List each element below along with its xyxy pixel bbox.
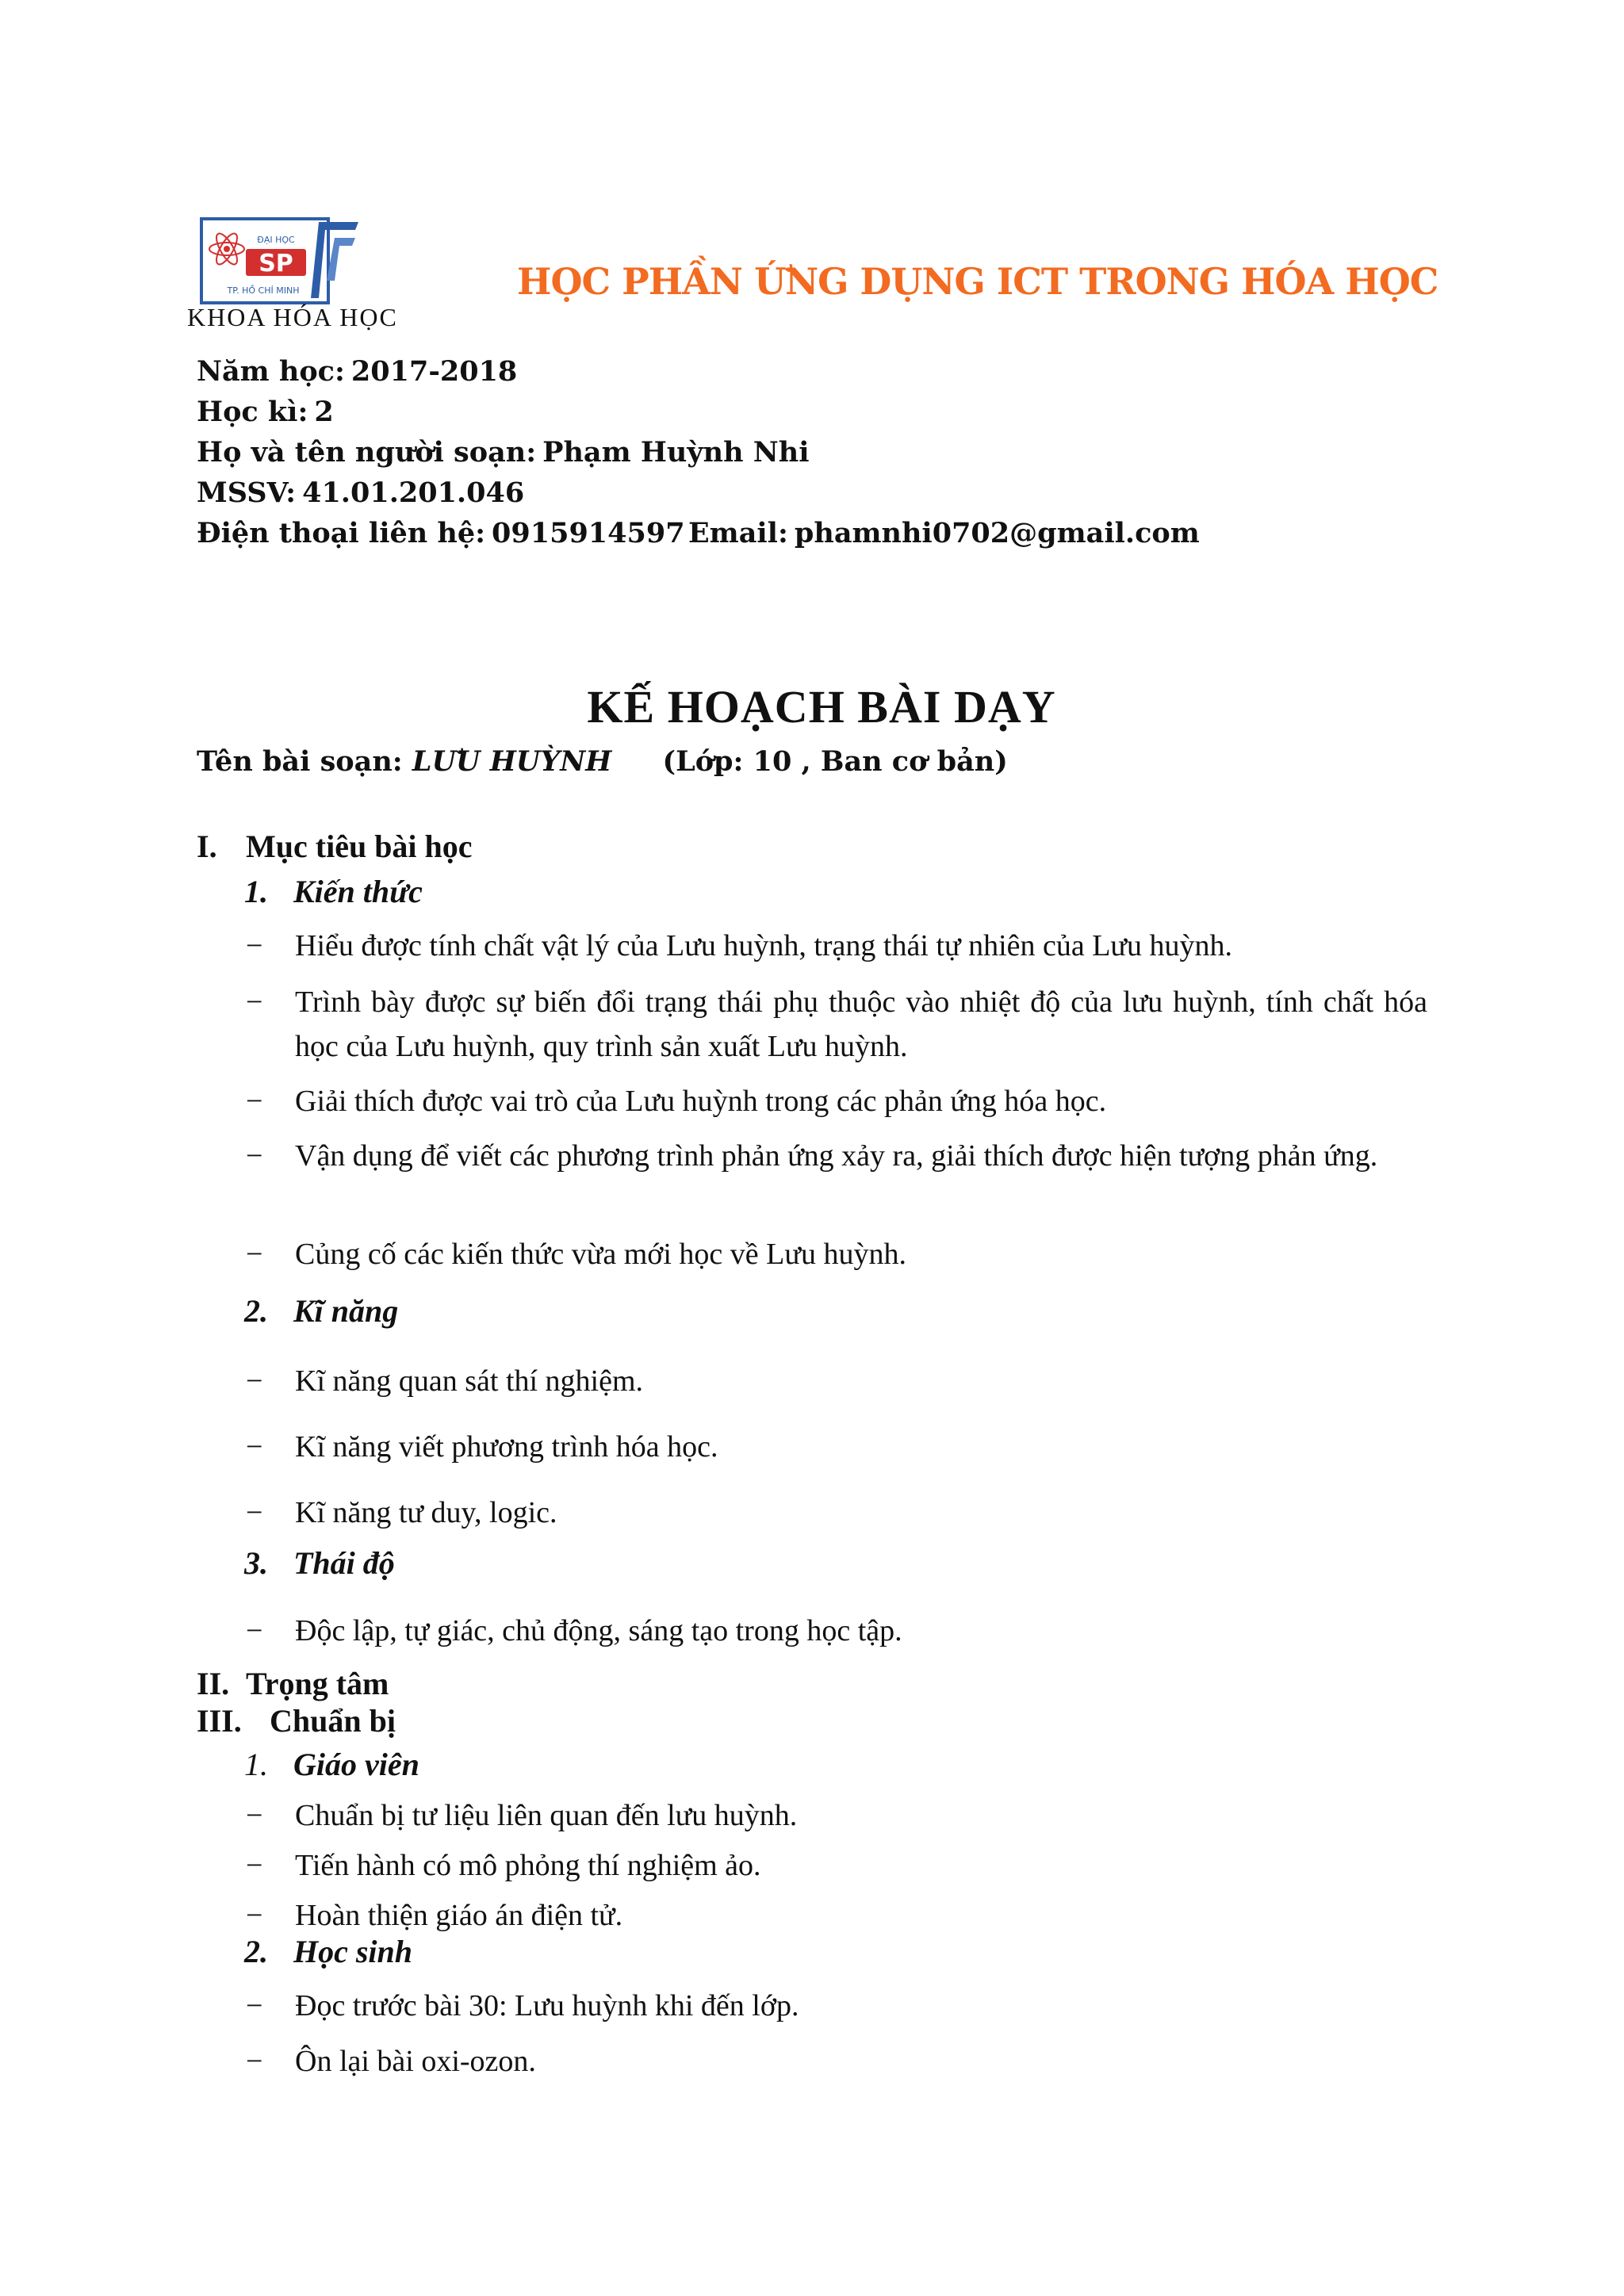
list-item-text: Kĩ năng tư duy, logic. bbox=[295, 1496, 557, 1529]
year-label: Năm học: bbox=[197, 355, 345, 388]
author-label: Họ và tên người soạn: bbox=[197, 436, 537, 469]
lesson-line bbox=[197, 745, 1008, 778]
subsection-number: 1. bbox=[244, 874, 268, 909]
logo-bottom-text: TP. HỒ CHÍ MINH bbox=[227, 285, 300, 296]
list-item-text: Vận dụng để viết các phương trình phản ứng xảy ra, giải thích được hiện tượng phản ứng. bbox=[295, 1139, 1378, 1173]
list-item bbox=[246, 1490, 1427, 1535]
list-item bbox=[246, 1425, 1427, 1469]
university-logo bbox=[200, 217, 360, 304]
info-author bbox=[197, 436, 809, 469]
bullet-dash: − bbox=[246, 1989, 263, 2022]
list-item-text: Chuẩn bị tư liệu liên quan đến lưu huỳnh. bbox=[295, 1799, 798, 1832]
bullet-dash: − bbox=[246, 1085, 263, 1118]
list-item bbox=[246, 1359, 1427, 1403]
bullet-dash: − bbox=[246, 985, 263, 1019]
bullet-dash: − bbox=[246, 1799, 263, 1832]
bullet-dash: − bbox=[246, 1430, 263, 1464]
subsection-heading-knowledge bbox=[244, 873, 423, 910]
list-item-text: Kĩ năng quan sát thí nghiệm. bbox=[295, 1364, 644, 1398]
email-value[interactable]: phamnhi0702@gmail.com bbox=[794, 517, 1200, 549]
list-item bbox=[246, 1793, 1427, 1838]
bullet-dash: − bbox=[246, 929, 263, 962]
section-heading-objectives bbox=[197, 828, 473, 865]
bullet-dash: − bbox=[246, 1849, 263, 1882]
semester-label: Học kì: bbox=[197, 396, 308, 428]
bullet-dash: − bbox=[246, 1238, 263, 1271]
list-item bbox=[246, 1609, 1427, 1653]
list-item-text: Giải thích được vai trò của Lưu huỳnh trong các phản ứng hóa học. bbox=[295, 1085, 1107, 1118]
document-title: KẾ HOẠCH BÀI DẠY bbox=[587, 681, 1056, 733]
student-id-label: MSSV: bbox=[197, 476, 297, 509]
bullet-dash: − bbox=[246, 1139, 263, 1173]
subsection-title: Học sinh bbox=[293, 1934, 413, 1969]
email-label: Email: bbox=[688, 517, 788, 549]
info-contact bbox=[197, 517, 685, 549]
section-number: I. bbox=[197, 828, 217, 864]
list-item-text: Ôn lại bài oxi-ozon. bbox=[295, 2045, 536, 2078]
list-item-text: Trình bày được sự biến đổi trạng thái phụ thuộc vào nhiệt độ của lưu huỳnh, tính chất hóa học của Lưu huỳnh, quy trình sản xuất Lưu huỳnh. bbox=[295, 985, 1427, 1063]
list-item-text: Kĩ năng viết phương trình hóa học. bbox=[295, 1430, 718, 1464]
faculty-name: KHOA HÓA HỌC bbox=[187, 303, 398, 331]
list-item-text: Độc lập, tự giác, chủ động, sáng tạo trong học tập. bbox=[295, 1614, 902, 1647]
info-email bbox=[688, 517, 1200, 549]
lesson-class-info: (Lớp: 10 , Ban cơ bản) bbox=[662, 745, 1008, 778]
phone-value: 0915914597 bbox=[492, 517, 685, 549]
list-item bbox=[246, 1134, 1427, 1178]
subsection-title: Kiến thức bbox=[293, 874, 423, 909]
subsection-title: Giáo viên bbox=[293, 1747, 419, 1782]
bullet-dash: − bbox=[246, 1614, 263, 1647]
course-title: HỌC PHẦN ỨNG DỤNG ICT TRONG HÓA HỌC bbox=[517, 260, 1438, 303]
list-item bbox=[246, 1232, 1427, 1276]
phone-label: Điện thoại liên hệ: bbox=[197, 517, 486, 549]
subsection-heading-attitude bbox=[244, 1544, 395, 1582]
section-heading-preparation bbox=[197, 1702, 396, 1739]
section-title: Mục tiêu bài học bbox=[246, 828, 473, 864]
subsection-number: 2. bbox=[244, 1293, 268, 1329]
list-item-text: Tiến hành có mô phỏng thí nghiệm ảo. bbox=[295, 1849, 761, 1882]
list-item bbox=[246, 924, 1427, 968]
info-semester bbox=[197, 396, 334, 428]
section-title: Trọng tâm bbox=[246, 1666, 389, 1701]
list-item-text: Củng cố các kiến thức vừa mới học về Lưu huỳnh. bbox=[295, 1238, 906, 1271]
subsection-title: Kĩ năng bbox=[293, 1293, 399, 1329]
semester-value: 2 bbox=[314, 396, 334, 428]
student-id-value: 41.01.201.046 bbox=[302, 476, 525, 509]
subsection-number: 3. bbox=[244, 1545, 268, 1581]
year-value: 2017-2018 bbox=[350, 355, 518, 388]
info-student-id bbox=[197, 476, 524, 509]
section-number: III. bbox=[197, 1703, 242, 1739]
bullet-dash: − bbox=[246, 1364, 263, 1398]
section-heading-focus bbox=[197, 1665, 389, 1702]
subsection-heading-student bbox=[244, 1933, 412, 1970]
logo-main-text: SP bbox=[259, 250, 293, 277]
subsection-heading-skills bbox=[244, 1292, 398, 1330]
list-item bbox=[246, 1843, 1427, 1888]
list-item-text: Đọc trước bài 30: Lưu huỳnh khi đến lớp. bbox=[295, 1989, 799, 2022]
list-item-text: Hoàn thiện giáo án điện tử. bbox=[295, 1899, 623, 1932]
list-item-text: Hiểu được tính chất vật lý của Lưu huỳnh, trạng thái tự nhiên của Lưu huỳnh. bbox=[295, 929, 1233, 962]
author-value: Phạm Huỳnh Nhi bbox=[542, 436, 810, 469]
bullet-dash: − bbox=[246, 2045, 263, 2078]
subsection-heading-teacher bbox=[244, 1746, 419, 1783]
list-item bbox=[246, 1079, 1427, 1123]
lesson-label: Tên bài soạn: bbox=[197, 745, 403, 778]
subsection-number: 2. bbox=[244, 1934, 268, 1969]
subsection-number: 1. bbox=[244, 1747, 268, 1782]
section-title: Chuẩn bị bbox=[270, 1703, 396, 1739]
list-item bbox=[246, 1893, 1427, 1938]
list-item bbox=[246, 1984, 1427, 2028]
list-item bbox=[246, 2039, 1427, 2084]
logo-top-text: ĐẠI HỌC bbox=[257, 235, 295, 245]
section-number: II. bbox=[197, 1666, 230, 1701]
info-year bbox=[197, 355, 517, 388]
subsection-title: Thái độ bbox=[293, 1545, 395, 1581]
list-item bbox=[246, 980, 1427, 1069]
bullet-dash: − bbox=[246, 1899, 263, 1932]
lesson-name: LƯU HUỲNH bbox=[412, 745, 612, 778]
bullet-dash: − bbox=[246, 1496, 263, 1529]
